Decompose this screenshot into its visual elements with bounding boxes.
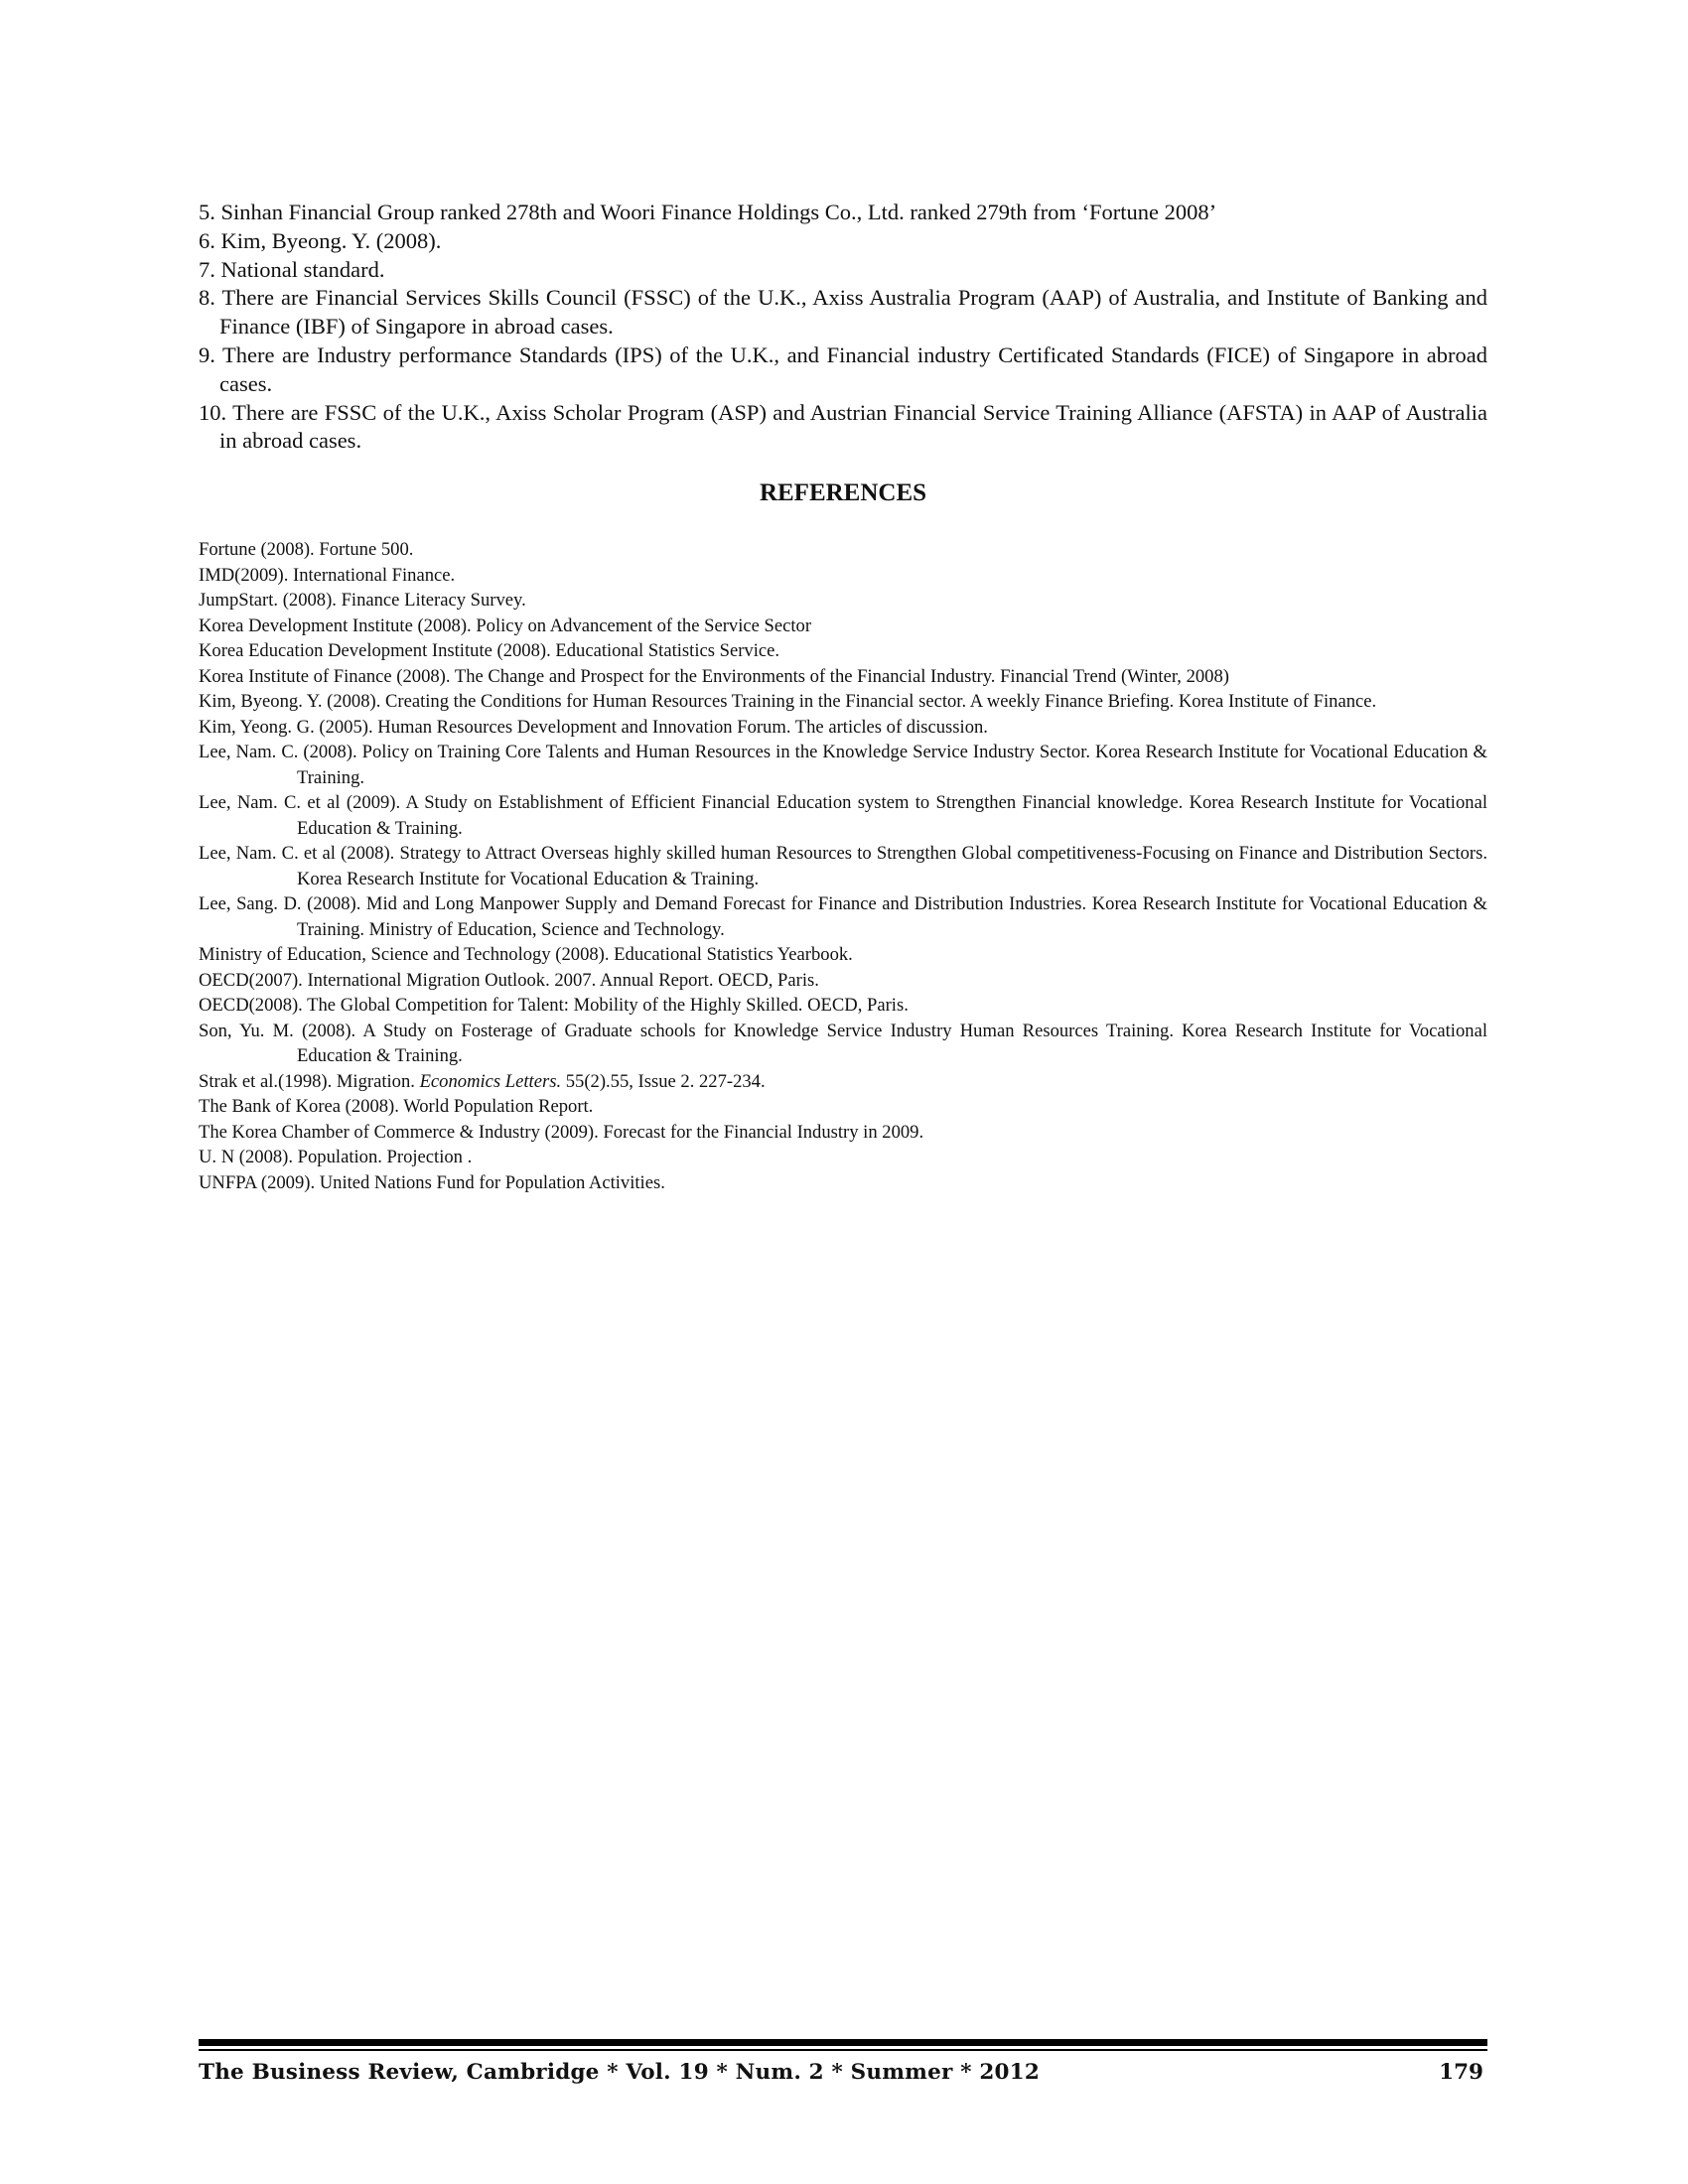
reference-item: Korea Institute of Finance (2008). The Change and Prospect for the Environments of the Financial Industry. Financial Trend (Winter, 2008) [199, 665, 1229, 687]
footer-rule-thin [199, 2049, 1487, 2051]
reference-item: IMD(2009). International Finance. [199, 564, 456, 586]
reference-item: Fortune (2008). Fortune 500. [199, 539, 414, 560]
footer-page-number: 179 [1439, 2060, 1483, 2085]
journal-title: Economics Letters. [419, 1070, 562, 1092]
references-heading: REFERENCES [759, 479, 927, 506]
reference-item: UNFPA (2009). United Nations Fund for Population Activities. [199, 1171, 665, 1193]
reference-item-strak [199, 1069, 1487, 1095]
references-list [199, 537, 1487, 1195]
reference-item: OECD(2007). International Migration Outlook. 2007. Annual Report. OECD, Paris. [199, 969, 819, 991]
reference-text: 55(2).55, Issue 2. 227-234. [561, 1070, 766, 1092]
reference-item: OECD(2008). The Global Competition for Talent: Mobility of the Highly Skilled. OECD, Paris. [199, 995, 909, 1016]
reference-item: Lee, Sang. D. (2008). Mid and Long Manpower Supply and Demand Forecast for Finance and Distribution Industries. Korea Research Institute for Vocational Education & Training. Ministry of Education, Science and Technology. [199, 893, 1487, 940]
reference-item: Ministry of Education, Science and Technology (2008). Educational Statistics Yearbook. [199, 944, 853, 965]
footer-journal-title: The Business Review, Cambridge * Vol. 19 * Num. 2 * Summer * 2012 [199, 2060, 1040, 2085]
reference-item: The Korea Chamber of Commerce & Industry (2009). Forecast for the Financial Industry in 2009. [199, 1121, 924, 1143]
reference-item: Kim, Yeong. G. (2005). Human Resources Development and Innovation Forum. The articles of discussion. [199, 716, 988, 738]
endnote-5: 5. Sinhan Financial Group ranked 278th and Woori Finance Holdings Co., Ltd. ranked 279th from ‘Fortune 2008’ [199, 200, 1217, 224]
endnote-7: 7. National standard. [199, 256, 385, 282]
endnotes [199, 199, 1487, 456]
reference-item: Kim, Byeong. Y. (2008). Creating the Conditions for Human Resources Training in the Financial sector. A weekly Finance Briefing. Korea Institute of Finance. [199, 691, 1377, 712]
reference-item: Lee, Nam. C. et al (2009). A Study on Establishment of Efficient Financial Education system to Strengthen Financial knowledge. Korea Research Institute for Vocational Education & Training. [199, 792, 1487, 839]
reference-item: U. N (2008). Population. Projection . [199, 1147, 473, 1167]
endnote-9: 9. There are Industry performance Standards (IPS) of the U.K., and Financial industry Certificated Standards (FICE) of Singapore in abroad cases. [199, 341, 1487, 396]
reference-item: Korea Development Institute (2008). Policy on Advancement of the Service Sector [199, 614, 812, 636]
reference-item: The Bank of Korea (2008). World Population Report. [199, 1096, 594, 1117]
endnote-6: 6. Kim, Byeong. Y. (2008). [199, 227, 442, 253]
endnote-8: 8. There are Financial Services Skills Council (FSSC) of the U.K., Axiss Australia Program (AAP) of Australia, and Institute of Banking and Finance (IBF) of Singapore in abroad cases. [199, 285, 1487, 340]
reference-text: Strak et al.(1998). Migration. [199, 1070, 420, 1092]
endnote-10: 10. There are FSSC of the U.K., Axiss Scholar Program (ASP) and Austrian Financial Service Training Alliance (AFSTA) in AAP of Australia in abroad cases. [199, 399, 1487, 454]
footer-rule-thick [199, 2039, 1487, 2046]
reference-item: Korea Education Development Institute (2008). Educational Statistics Service. [199, 640, 780, 661]
reference-item: Son, Yu. M. (2008). A Study on Fosterage of Graduate schools for Knowledge Service Industry Human Resources Training. Korea Research Institute for Vocational Education & Training. [199, 1020, 1487, 1066]
reference-item: Lee, Nam. C. (2008). Policy on Training Core Talents and Human Resources in the Knowledge Service Industry Sector. Korea Research Institute for Vocational Education & Training. [199, 742, 1487, 788]
reference-item: JumpStart. (2008). Finance Literacy Survey. [199, 590, 526, 611]
reference-item: Lee, Nam. C. et al (2008). Strategy to Attract Overseas highly skilled human Resources to Strengthen Global competitiveness-Focusing on Finance and Distribution Sectors. Korea Research Institute for Vocational Education & Training. [199, 843, 1487, 889]
